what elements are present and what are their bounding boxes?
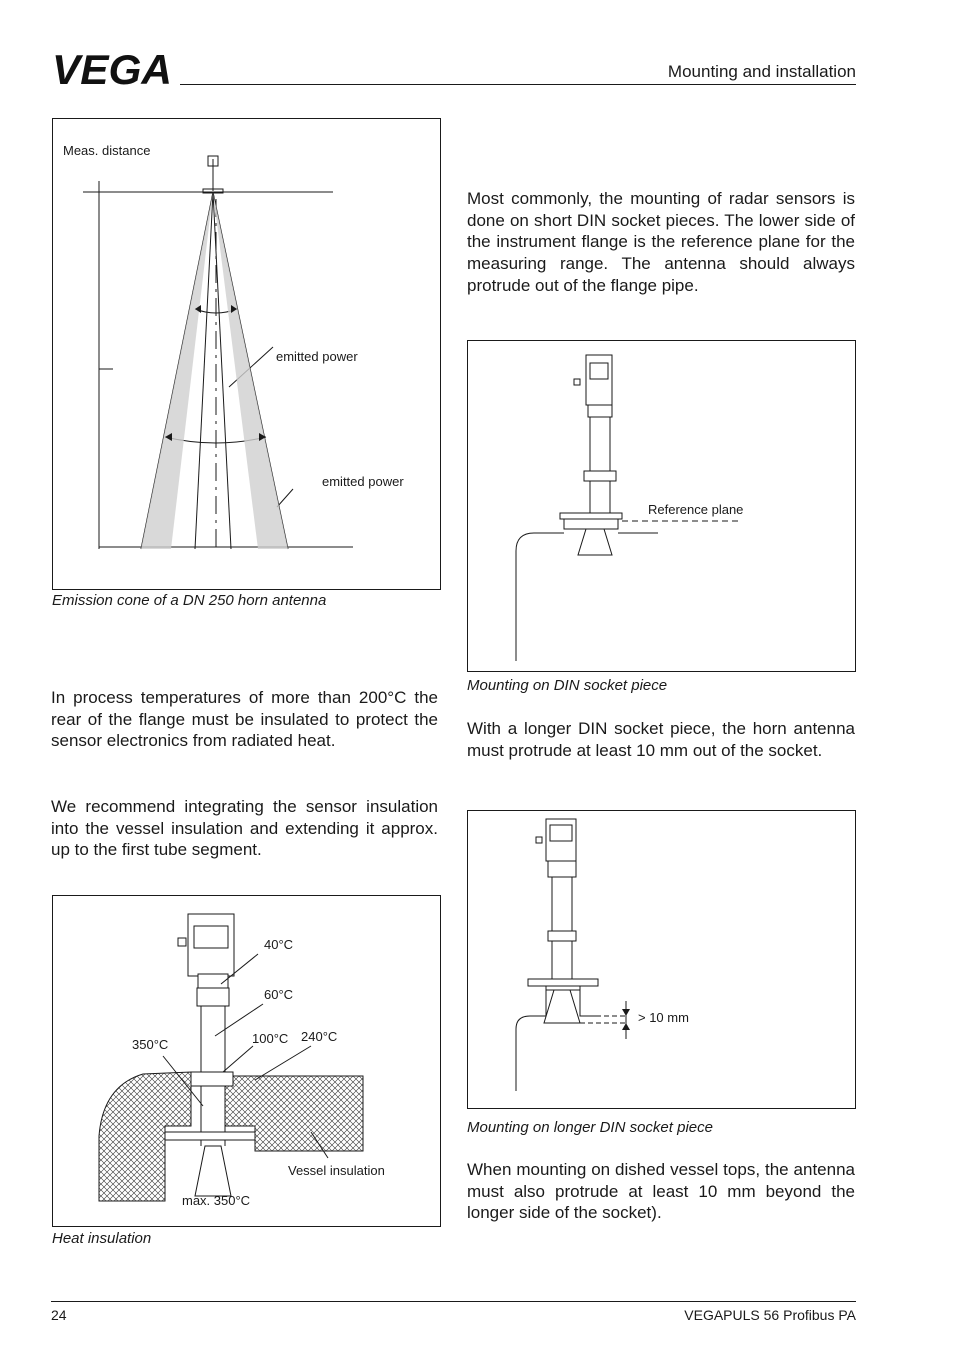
label-temp-100: 100°C [252, 1031, 289, 1046]
label-emitted-power-outer: emitted power [322, 474, 404, 489]
label-reference-plane: Reference plane [648, 502, 744, 517]
svg-text:VEGA: VEGA [52, 50, 172, 90]
label-temp-60: 60°C [264, 987, 294, 1002]
caption-heat-insulation: Heat insulation [52, 1230, 152, 1247]
paragraph-temperature: In process temperatures of more than 200°C the rear of the flange must be insulated to protect the sensor electronics from radiated heat. [51, 688, 438, 751]
product-title: VEGAPULS 56 Profibus PA [684, 1307, 856, 1323]
page-number: 24 [51, 1307, 67, 1323]
longer-socket-drawing [468, 811, 855, 1108]
footer-rule [51, 1301, 856, 1302]
figure-heat-insulation [52, 895, 441, 1227]
paragraph-longer-socket: With a longer DIN socket piece, the horn antenna must protrude at least 10 mm out of the socket. [467, 719, 855, 760]
label-emitted-power-inner: emitted power [276, 349, 358, 364]
label-temp-40: 40°C [264, 937, 294, 952]
vega-logo [52, 50, 174, 90]
label-temp-240: 240°C [301, 1029, 338, 1044]
caption-emission-cone: Emission cone of a DN 250 horn antenna [52, 592, 327, 609]
caption-longer-socket: Mounting on longer DIN socket piece [467, 1119, 713, 1136]
label-min-protrusion: > 10 mm [638, 1010, 689, 1025]
figure-longer-socket [467, 810, 856, 1109]
caption-din-socket: Mounting on DIN socket piece [467, 677, 668, 694]
emission-cone-drawing [53, 119, 440, 589]
label-vessel-insulation: Vessel insulation [288, 1163, 385, 1178]
header-rule [180, 84, 856, 85]
label-max-temp: max. 350°C [182, 1193, 251, 1208]
paragraph-insulation: We recommend integrating the sensor insulation into the vessel insulation and extending it approx. up to the first tube segment. [51, 797, 438, 860]
section-title: Mounting and installation [667, 62, 856, 81]
paragraph-din-mounting: Most commonly, the mounting of radar sensors is done on short DIN socket pieces. The lower side of the instrument flange is the reference plane for the measuring range. The antenna should always protrude out of the flange pipe. [467, 189, 855, 295]
figure-emission-cone [52, 118, 441, 590]
label-meas-distance: Meas. distance [63, 143, 151, 158]
paragraph-dished-tops: When mounting on dished vessel tops, the antenna must also protrude at least 10 mm beyond the longer side of the socket). [467, 1160, 855, 1223]
label-temp-350: 350°C [132, 1037, 169, 1052]
figure-din-socket [467, 340, 856, 672]
